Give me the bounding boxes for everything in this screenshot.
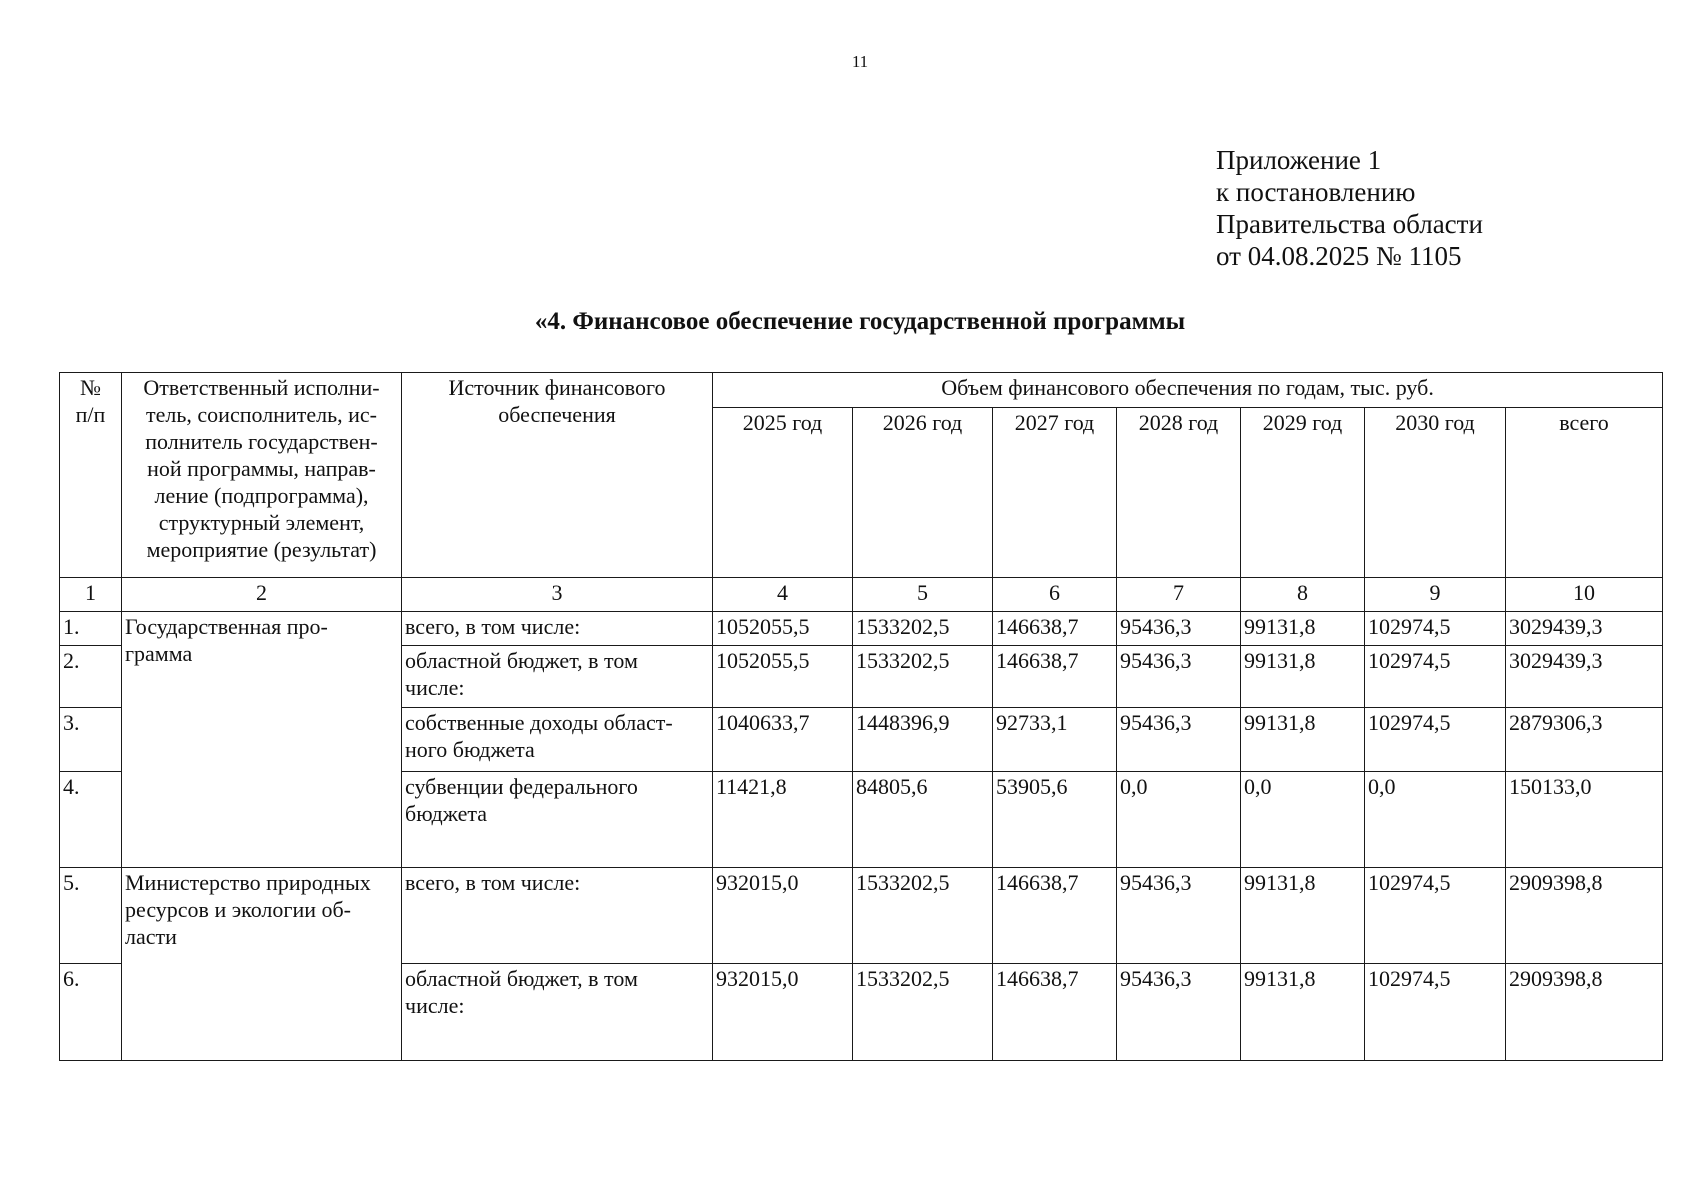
column-number: 10 xyxy=(1506,578,1663,612)
row-number: 3. xyxy=(60,708,122,772)
row-number: 2. xyxy=(60,646,122,708)
source-cell: областной бюджет, в том числе: xyxy=(402,964,713,1061)
value-cell: 95436,3 xyxy=(1117,964,1241,1061)
row-number: 6. xyxy=(60,964,122,1061)
table-row xyxy=(60,868,1663,964)
value-cell: 53905,6 xyxy=(993,772,1117,868)
value-cell: 99131,8 xyxy=(1241,964,1365,1061)
value-cell: 0,0 xyxy=(1117,772,1241,868)
responsible-cell: Министерство природных ресурсов и экологии об- ласти xyxy=(122,868,402,1061)
appendix-block xyxy=(1216,144,1483,272)
value-cell: 1533202,5 xyxy=(853,868,993,964)
appendix-line: Правительства области xyxy=(1216,209,1483,239)
appendix-line: к постановлению xyxy=(1216,177,1416,207)
source-cell: областной бюджет, в том числе: xyxy=(402,646,713,708)
value-cell: 11421,8 xyxy=(713,772,853,868)
header-row xyxy=(60,373,1663,408)
total-value-cell: 2909398,8 xyxy=(1506,868,1663,964)
value-cell: 1040633,7 xyxy=(713,708,853,772)
column-number: 6 xyxy=(993,578,1117,612)
value-cell: 0,0 xyxy=(1241,772,1365,868)
value-cell: 146638,7 xyxy=(993,646,1117,708)
value-cell: 146638,7 xyxy=(993,868,1117,964)
row-number: 1. xyxy=(60,612,122,646)
header-no: № п/п xyxy=(60,373,122,578)
total-value-cell: 150133,0 xyxy=(1506,772,1663,868)
header-year: 2027 год xyxy=(993,408,1117,578)
header-year: 2029 год xyxy=(1241,408,1365,578)
column-number: 8 xyxy=(1241,578,1365,612)
value-cell: 1533202,5 xyxy=(853,612,993,646)
total-value-cell: 2879306,3 xyxy=(1506,708,1663,772)
source-cell: всего, в том числе: xyxy=(402,868,713,964)
value-cell: 932015,0 xyxy=(713,868,853,964)
value-cell: 84805,6 xyxy=(853,772,993,868)
value-cell: 0,0 xyxy=(1365,772,1506,868)
total-value-cell: 3029439,3 xyxy=(1506,646,1663,708)
financing-table xyxy=(59,372,1663,1061)
header-year: 2025 год xyxy=(713,408,853,578)
responsible-cell: Государственная про- грамма xyxy=(122,612,402,868)
row-number: 5. xyxy=(60,868,122,964)
column-numbers-row xyxy=(60,578,1663,612)
column-number: 4 xyxy=(713,578,853,612)
value-cell: 99131,8 xyxy=(1241,612,1365,646)
source-cell: собственные доходы област- ного бюджета xyxy=(402,708,713,772)
source-cell: всего, в том числе: xyxy=(402,612,713,646)
value-cell: 102974,5 xyxy=(1365,964,1506,1061)
appendix-line: от 04.08.2025 № 1105 xyxy=(1216,241,1462,271)
row-number: 4. xyxy=(60,772,122,868)
value-cell: 102974,5 xyxy=(1365,708,1506,772)
header-source: Источник финансового обеспечения xyxy=(402,373,713,578)
value-cell: 932015,0 xyxy=(713,964,853,1061)
value-cell: 146638,7 xyxy=(993,964,1117,1061)
appendix-line: Приложение 1 xyxy=(1216,145,1382,175)
header-year: 2028 год xyxy=(1117,408,1241,578)
page-number: 11 xyxy=(851,52,869,71)
section-title: «4. Финансовое обеспечение государственной программы xyxy=(534,308,1186,335)
column-number: 2 xyxy=(122,578,402,612)
column-number: 1 xyxy=(60,578,122,612)
value-cell: 1052055,5 xyxy=(713,646,853,708)
total-value-cell: 3029439,3 xyxy=(1506,612,1663,646)
column-number: 5 xyxy=(853,578,993,612)
value-cell: 102974,5 xyxy=(1365,868,1506,964)
value-cell: 95436,3 xyxy=(1117,868,1241,964)
value-cell: 99131,8 xyxy=(1241,868,1365,964)
header-total: всего xyxy=(1506,408,1663,578)
value-cell: 146638,7 xyxy=(993,612,1117,646)
header-responsible: Ответственный исполни- тель, соисполнитель, ис- полнитель государствен- ной программы, направ- ление (подпрограмма), структурный элемент, мероприятие (результат) xyxy=(122,373,402,578)
header-year: 2030 год xyxy=(1365,408,1506,578)
value-cell: 95436,3 xyxy=(1117,646,1241,708)
value-cell: 102974,5 xyxy=(1365,612,1506,646)
value-cell: 95436,3 xyxy=(1117,612,1241,646)
header-year: 2026 год xyxy=(853,408,993,578)
value-cell: 102974,5 xyxy=(1365,646,1506,708)
header-volume: Объем финансового обеспечения по годам, тыс. руб. xyxy=(713,373,1663,408)
value-cell: 99131,8 xyxy=(1241,646,1365,708)
value-cell: 92733,1 xyxy=(993,708,1117,772)
value-cell: 99131,8 xyxy=(1241,708,1365,772)
total-value-cell: 2909398,8 xyxy=(1506,964,1663,1061)
column-number: 9 xyxy=(1365,578,1506,612)
column-number: 3 xyxy=(402,578,713,612)
value-cell: 1052055,5 xyxy=(713,612,853,646)
column-number: 7 xyxy=(1117,578,1241,612)
value-cell: 1533202,5 xyxy=(853,964,993,1061)
source-cell: субвенции федерального бюджета xyxy=(402,772,713,868)
value-cell: 95436,3 xyxy=(1117,708,1241,772)
value-cell: 1448396,9 xyxy=(853,708,993,772)
table-row xyxy=(60,612,1663,646)
value-cell: 1533202,5 xyxy=(853,646,993,708)
